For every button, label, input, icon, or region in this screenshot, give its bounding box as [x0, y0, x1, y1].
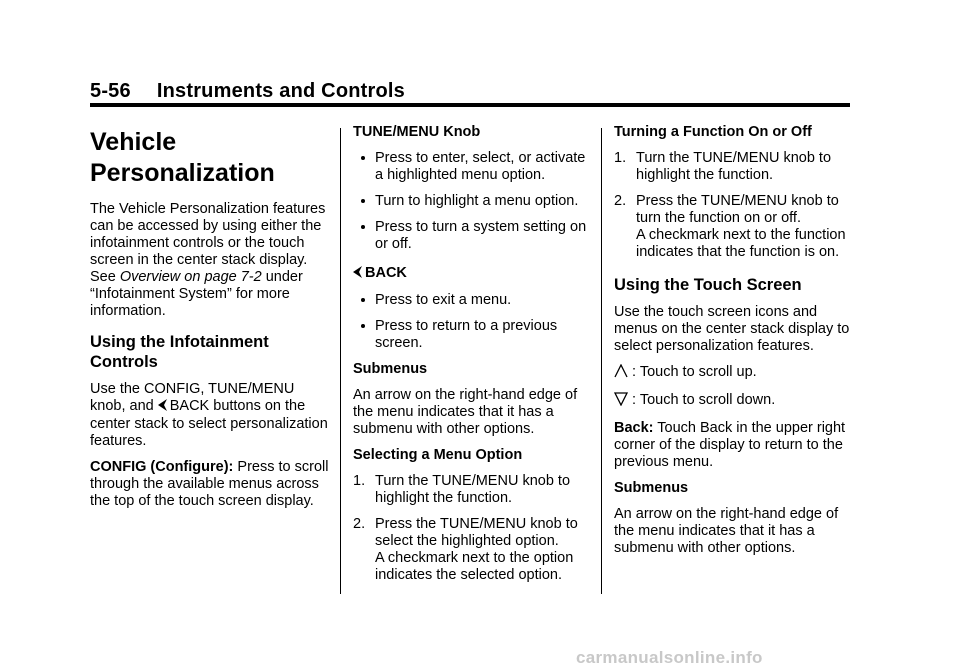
subhead-infotainment-controls: Using the Infotainment Controls — [90, 333, 269, 371]
list-item: 2. Press the TUNE/MENU knob to select the highlighted option. A checkmark next to the option indicates the selected option. — [353, 516, 578, 583]
select-option-heading: Selecting a Menu Option — [353, 447, 523, 463]
submenus-heading: Submenus — [353, 361, 428, 377]
tune-menu-heading: TUNE/MENU Knob — [353, 124, 481, 140]
section-title: Instruments and Controls — [156, 80, 405, 102]
column-3 — [614, 124, 860, 566]
list-item: Press to enter, select, or activate a highlighted menu option. — [353, 150, 591, 184]
column-divider-2 — [601, 128, 602, 594]
scroll-down-item: : Touch to scroll down. — [614, 392, 860, 411]
list-item: Press to turn a system setting on or off. — [353, 219, 591, 253]
scroll-up-item: : Touch to scroll up. — [614, 364, 860, 383]
watermark-text: carmanualsonline.info — [576, 648, 763, 667]
back-heading: BACK — [353, 265, 591, 283]
subhead-touch-screen: Using the Touch Screen — [614, 276, 802, 294]
config-paragraph: CONFIG (Configure): Press to scroll through the available menus across the top of the touch screen display. — [90, 459, 329, 509]
list-item: Press to return to a previous screen. — [353, 318, 591, 352]
page-header — [90, 80, 405, 103]
scroll-up-icon — [614, 364, 628, 383]
column-2 — [353, 124, 591, 593]
column-1 — [90, 124, 330, 519]
intro-paragraph: The Vehicle Personalization features can be accessed by using either the infotainment controls or the touch screen in the center stack display. See Overview on page 7-2 under “Infotainment System” for more information. — [90, 201, 326, 319]
cross-reference-link[interactable]: Overview on page 7-2 — [119, 269, 262, 285]
back-paragraph: Back: Touch Back in the upper right corner of the display to return to the previous menu. — [614, 420, 846, 470]
back-arrow-icon — [353, 266, 363, 283]
list-item: Turn to highlight a menu option. — [353, 193, 591, 210]
page-title: Vehicle Personalization — [90, 128, 275, 187]
list-item: 1. Turn the TUNE/MENU knob to highlight the function. — [353, 473, 571, 506]
touch-intro-paragraph: Use the touch screen icons and menus on the center stack display to select personalization features. — [614, 304, 850, 354]
scroll-down-icon — [614, 392, 628, 411]
back-arrow-icon — [158, 399, 168, 416]
list-item: 2. Press the TUNE/MENU knob to turn the function on or off. A checkmark next to the function indicates that the function is on. — [614, 193, 846, 260]
submenus-paragraph: An arrow on the right-hand edge of the menu indicates that it has a submenu with other options. — [353, 387, 578, 437]
list-item: Press to exit a menu. — [353, 292, 591, 309]
on-off-heading: Turning a Function On or Off — [614, 124, 812, 140]
header-rule — [90, 103, 850, 107]
controls-paragraph: Use the CONFIG, TUNE/MENU knob, and BACK buttons on the center stack to select personalization features. — [90, 381, 328, 449]
page-number: 5-56 — [90, 80, 131, 102]
submenus-heading: Submenus — [614, 480, 689, 496]
column-divider-1 — [340, 128, 341, 594]
submenus-paragraph: An arrow on the right-hand edge of the menu indicates that it has a submenu with other options. — [614, 506, 839, 556]
list-item: 1. Turn the TUNE/MENU knob to highlight the function. — [614, 150, 832, 183]
